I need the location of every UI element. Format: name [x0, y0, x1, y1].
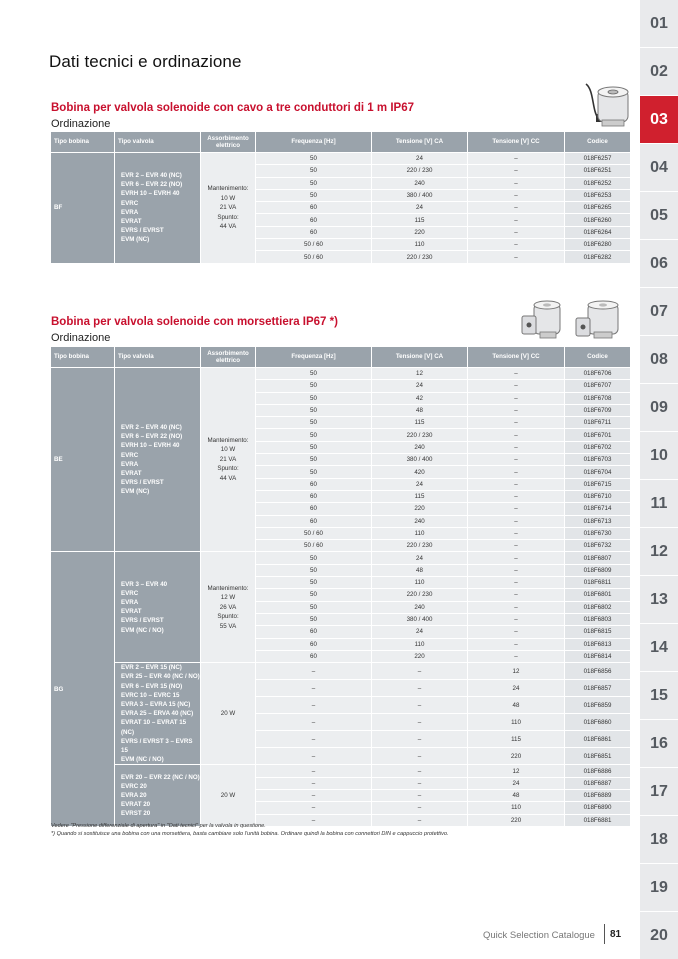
voltage-ac-cell: 380 / 400 — [372, 454, 468, 466]
valve-type-line: EVRA — [121, 460, 139, 468]
voltage-ac-cell: 380 / 400 — [372, 613, 468, 625]
absorption-line: 20 W — [220, 709, 236, 717]
frequency-cell: – — [256, 663, 372, 680]
valve-type-line: EVR 6 – EVR 22 (NO) — [121, 433, 183, 441]
frequency-cell: 50 / 60 — [256, 251, 372, 263]
voltage-ac-cell: 24 — [372, 552, 468, 564]
header-voltage-dc: Tensione [V] CC — [468, 347, 565, 368]
voltage-ac-cell: 48 — [372, 404, 468, 416]
header-voltage-ac: Tensione [V] CA — [372, 347, 468, 368]
code-cell: 018F6887 — [565, 777, 631, 789]
code-cell: 018F6860 — [565, 714, 631, 731]
absorption-line: 10 W — [220, 194, 236, 202]
voltage-ac-cell: – — [372, 714, 468, 731]
voltage-ac-cell: 24 — [372, 202, 468, 214]
frequency-cell: 50 — [256, 177, 372, 189]
valve-type-line: EVRC — [121, 589, 139, 597]
frequency-cell: 60 — [256, 226, 372, 238]
voltage-ac-cell: 420 — [372, 466, 468, 478]
voltage-ac-cell: – — [372, 777, 468, 789]
code-cell: 018F6260 — [565, 214, 631, 226]
absorption-line: Mantenimento: — [207, 436, 249, 444]
header-frequency: Frequenza [Hz] — [256, 132, 372, 153]
frequency-cell: 50 — [256, 368, 372, 380]
chapter-tab-05[interactable]: 05 — [640, 192, 678, 240]
code-cell: 018F6252 — [565, 177, 631, 189]
code-cell: 018F6282 — [565, 251, 631, 263]
chapter-tabs — [640, 0, 678, 959]
voltage-ac-cell: 24 — [372, 380, 468, 392]
valve-type-line: EVR 25 – EVR 40 (NC / NO) — [121, 673, 200, 681]
valve-type-line: EVRH 10 – EVRH 40 — [121, 190, 180, 198]
absorption-line: 21 VA — [219, 455, 237, 463]
page-number: 81 — [610, 929, 622, 940]
header-voltage-dc: Tensione [V] CC — [468, 132, 565, 153]
code-cell: 018F6711 — [565, 417, 631, 429]
code-cell: 018F6856 — [565, 663, 631, 680]
voltage-dc-cell: – — [468, 214, 565, 226]
coil-type-cell: BE — [51, 368, 115, 552]
frequency-cell: 50 — [256, 392, 372, 404]
voltage-dc-cell: – — [468, 189, 565, 201]
valve-type-line: EVR 3 – EVR 40 — [121, 580, 168, 588]
coil-with-cable-image — [580, 80, 638, 136]
voltage-dc-cell: – — [468, 552, 565, 564]
valve-type-line: EVR 20 – EVR 22 (NC / NO) — [121, 773, 200, 781]
valve-type-line: EVR 2 – EVR 40 (NC) — [121, 423, 182, 431]
frequency-cell: – — [256, 714, 372, 731]
frequency-cell: 50 — [256, 189, 372, 201]
voltage-dc-cell: 110 — [468, 714, 565, 731]
valve-type-line: EVRS / EVRST — [121, 617, 164, 625]
voltage-ac-cell: 115 — [372, 490, 468, 502]
valve-type-line: EVR 2 – EVR 15 (NC) — [121, 664, 182, 672]
section2-subtitle: Ordinazione — [51, 332, 111, 344]
code-cell: 018F6251 — [565, 165, 631, 177]
voltage-ac-cell: 240 — [372, 515, 468, 527]
frequency-cell: 60 — [256, 202, 372, 214]
frequency-cell: 60 — [256, 515, 372, 527]
section1-subtitle: Ordinazione — [51, 118, 111, 130]
frequency-cell: – — [256, 748, 372, 765]
frequency-cell: – — [256, 777, 372, 789]
code-cell: 018F6707 — [565, 380, 631, 392]
valve-type-line: EVR 6 – EVR 15 (NO) — [121, 682, 183, 690]
frequency-cell: 50 — [256, 466, 372, 478]
valve-type-line: EVR 6 – EVR 22 (NO) — [121, 181, 183, 189]
voltage-ac-cell: – — [372, 748, 468, 765]
absorption-cell — [201, 552, 256, 663]
valve-type-line: EVRC — [121, 199, 139, 207]
absorption-cell — [201, 153, 256, 264]
voltage-dc-cell: – — [468, 626, 565, 638]
chapter-tab-08[interactable]: 08 — [640, 336, 678, 384]
frequency-cell: 50 — [256, 404, 372, 416]
voltage-dc-cell: – — [468, 404, 565, 416]
absorption-line: Spunto: — [217, 613, 239, 621]
voltage-dc-cell: – — [468, 527, 565, 539]
code-cell: 018F6706 — [565, 368, 631, 380]
code-cell: 018F6811 — [565, 577, 631, 589]
code-cell: 018F6713 — [565, 515, 631, 527]
frequency-cell: 50 — [256, 589, 372, 601]
code-cell: 018F6253 — [565, 189, 631, 201]
voltage-ac-cell: – — [372, 663, 468, 680]
voltage-ac-cell: 220 / 230 — [372, 589, 468, 601]
valve-type-line: EVRC 20 — [121, 782, 147, 790]
voltage-dc-cell: 48 — [468, 697, 565, 714]
voltage-dc-cell: – — [468, 392, 565, 404]
absorption-line: Spunto: — [217, 465, 239, 473]
voltage-dc-cell: – — [468, 601, 565, 613]
coil-table-terminal — [50, 346, 631, 827]
header-valve-type: Tipo valvola — [115, 347, 201, 368]
valve-type-line: EVM (NC / NO) — [121, 756, 164, 764]
voltage-ac-cell: 42 — [372, 392, 468, 404]
table-header-row — [51, 132, 631, 153]
valve-type-cell — [115, 765, 201, 826]
voltage-ac-cell: 110 — [372, 577, 468, 589]
footnote-pressure: Vedere "Pressione differenziale di apertura" in "Dati tecnici" per la valvola in questione. — [51, 823, 266, 829]
frequency-cell: 60 — [256, 626, 372, 638]
code-cell: 018F6803 — [565, 613, 631, 625]
frequency-cell: 50 — [256, 441, 372, 453]
frequency-cell: 50 — [256, 577, 372, 589]
absorption-cell — [201, 765, 256, 826]
voltage-dc-cell: – — [468, 638, 565, 650]
absorption-line: 12 W — [220, 594, 236, 602]
chapter-tab-06[interactable]: 06 — [640, 240, 678, 288]
voltage-ac-cell: 220 / 230 — [372, 251, 468, 263]
voltage-dc-cell: – — [468, 429, 565, 441]
voltage-dc-cell: – — [468, 165, 565, 177]
chapter-tab-17[interactable]: 17 — [640, 768, 678, 816]
valve-type-line: EVRS / EVRST 3 – EVRS 15 — [121, 737, 193, 754]
frequency-cell: 50 / 60 — [256, 239, 372, 251]
voltage-dc-cell: – — [468, 613, 565, 625]
code-cell: 018F6704 — [565, 466, 631, 478]
voltage-dc-cell: – — [468, 515, 565, 527]
voltage-dc-cell: 24 — [468, 777, 565, 789]
voltage-ac-cell: 115 — [372, 417, 468, 429]
chapter-tab-20[interactable]: 20 — [640, 912, 678, 959]
voltage-ac-cell: 220 / 230 — [372, 540, 468, 552]
code-cell: 018F6857 — [565, 680, 631, 697]
frequency-cell: 60 — [256, 478, 372, 490]
frequency-cell: 60 — [256, 638, 372, 650]
header-coil-type: Tipo bobina — [51, 347, 115, 368]
voltage-ac-cell: 240 — [372, 441, 468, 453]
header-valve-type: Tipo valvola — [115, 132, 201, 153]
chapter-tab-10[interactable]: 10 — [640, 432, 678, 480]
chapter-tab-04[interactable]: 04 — [640, 144, 678, 192]
valve-type-line: EVRH 10 – EVRH 40 — [121, 442, 180, 450]
code-cell: 018F6703 — [565, 454, 631, 466]
voltage-dc-cell: – — [468, 490, 565, 502]
frequency-cell: – — [256, 814, 372, 826]
absorption-cell — [201, 368, 256, 552]
absorption-line: 44 VA — [219, 474, 237, 482]
table-row — [51, 552, 631, 564]
code-cell: 018F6861 — [565, 731, 631, 748]
absorption-line: 44 VA — [219, 223, 237, 231]
catalogue-name: Quick Selection Catalogue — [483, 930, 595, 941]
absorption-line: 20 W — [220, 791, 236, 799]
chapter-tab-11[interactable]: 11 — [640, 480, 678, 528]
voltage-dc-cell: – — [468, 417, 565, 429]
code-cell: 018F6732 — [565, 540, 631, 552]
header-voltage-ac: Tensione [V] CA — [372, 132, 468, 153]
voltage-ac-cell: 110 — [372, 638, 468, 650]
valve-type-cell — [115, 663, 201, 765]
voltage-dc-cell: – — [468, 202, 565, 214]
code-cell: 018F6701 — [565, 429, 631, 441]
voltage-ac-cell: – — [372, 802, 468, 814]
valve-type-line: EVRA 3 – EVRA 15 (NC) — [121, 700, 191, 708]
voltage-ac-cell: 220 / 230 — [372, 165, 468, 177]
code-cell: 018F6815 — [565, 626, 631, 638]
frequency-cell: 50 — [256, 454, 372, 466]
voltage-dc-cell: – — [468, 153, 565, 165]
code-cell: 018F6709 — [565, 404, 631, 416]
frequency-cell: – — [256, 789, 372, 801]
coil-table-cable — [50, 131, 631, 264]
voltage-ac-cell: 24 — [372, 153, 468, 165]
code-cell: 018F6710 — [565, 490, 631, 502]
coil-type-cell: BF — [51, 153, 115, 264]
voltage-dc-cell: – — [468, 478, 565, 490]
absorption-line: Mantenimento: — [207, 185, 249, 193]
valve-type-line: EVRA — [121, 599, 139, 607]
page-title: Dati tecnici e ordinazione — [49, 52, 242, 71]
code-cell: 018F6730 — [565, 527, 631, 539]
table-row — [51, 663, 631, 680]
valve-type-cell — [115, 153, 201, 264]
voltage-ac-cell: 48 — [372, 564, 468, 576]
frequency-cell: 50 — [256, 380, 372, 392]
chapter-tab-19[interactable]: 19 — [640, 864, 678, 912]
frequency-cell: 50 — [256, 153, 372, 165]
voltage-ac-cell: – — [372, 697, 468, 714]
code-cell: 018F6264 — [565, 226, 631, 238]
voltage-ac-cell: 240 — [372, 177, 468, 189]
code-cell: 018F6802 — [565, 601, 631, 613]
table-row — [51, 368, 631, 380]
header-frequency: Frequenza [Hz] — [256, 347, 372, 368]
valve-type-line: EVRA 25 – ERVA 40 (NC) — [121, 710, 194, 718]
voltage-ac-cell: – — [372, 680, 468, 697]
valve-type-line: EVRAT — [121, 218, 142, 226]
absorption-line: Spunto: — [217, 213, 239, 221]
voltage-ac-cell: 380 / 400 — [372, 189, 468, 201]
voltage-dc-cell: – — [468, 589, 565, 601]
code-cell: 018F6881 — [565, 814, 631, 826]
header-code: Codice — [565, 132, 631, 153]
code-cell: 018F6859 — [565, 697, 631, 714]
valve-type-line: EVM (NC) — [121, 236, 150, 244]
coil-type-cell: BG — [51, 552, 115, 826]
voltage-dc-cell: – — [468, 251, 565, 263]
valve-type-line: EVM (NC / NO) — [121, 626, 164, 634]
voltage-dc-cell: – — [468, 503, 565, 515]
frequency-cell: – — [256, 802, 372, 814]
code-cell: 018F6265 — [565, 202, 631, 214]
code-cell: 018F6807 — [565, 552, 631, 564]
valve-type-line: EVRS / EVRST — [121, 479, 164, 487]
voltage-ac-cell: 115 — [372, 214, 468, 226]
valve-type-line: EVRAT — [121, 469, 142, 477]
chapter-tab-13[interactable]: 13 — [640, 576, 678, 624]
valve-type-cell — [115, 368, 201, 552]
valve-type-cell — [115, 552, 201, 663]
code-cell: 018F6801 — [565, 589, 631, 601]
valve-type-line: EVRST 20 — [121, 810, 151, 818]
absorption-line: 26 VA — [219, 603, 237, 611]
voltage-dc-cell: 115 — [468, 731, 565, 748]
valve-type-line: EVRAT 20 — [121, 801, 151, 809]
header-code: Codice — [565, 347, 631, 368]
frequency-cell: – — [256, 765, 372, 777]
code-cell: 018F6809 — [565, 564, 631, 576]
voltage-dc-cell: – — [468, 564, 565, 576]
voltage-ac-cell: 220 — [372, 650, 468, 662]
chapter-tab-12[interactable]: 12 — [640, 528, 678, 576]
voltage-dc-cell: – — [468, 466, 565, 478]
voltage-dc-cell: 12 — [468, 765, 565, 777]
footer-divider — [604, 924, 605, 944]
header-coil-type: Tipo bobina — [51, 132, 115, 153]
valve-type-line: EVRAT — [121, 608, 142, 616]
valve-type-line: EVR 2 – EVR 40 (NC) — [121, 172, 182, 180]
absorption-line: 21 VA — [219, 204, 237, 212]
valve-type-line: EVRS / EVRST — [121, 227, 164, 235]
voltage-ac-cell: 110 — [372, 527, 468, 539]
section1-title: Bobina per valvola solenoide con cavo a tre conduttori di 1 m IP67 — [51, 102, 414, 114]
voltage-dc-cell: 220 — [468, 748, 565, 765]
frequency-cell: 50 — [256, 613, 372, 625]
frequency-cell: 50 — [256, 601, 372, 613]
voltage-ac-cell: 220 / 230 — [372, 429, 468, 441]
voltage-dc-cell: – — [468, 577, 565, 589]
absorption-line: 55 VA — [219, 622, 237, 630]
code-cell: 018F6708 — [565, 392, 631, 404]
table-row — [51, 765, 631, 777]
voltage-ac-cell: – — [372, 814, 468, 826]
frequency-cell: 50 — [256, 564, 372, 576]
absorption-cell — [201, 663, 256, 765]
valve-type-line: EVRA 20 — [121, 792, 147, 799]
chapter-tab-02[interactable]: 02 — [640, 48, 678, 96]
valve-type-line: EVM (NC) — [121, 488, 150, 496]
voltage-dc-cell: 110 — [468, 802, 565, 814]
absorption-line: 10 W — [220, 446, 236, 454]
code-cell: 018F6257 — [565, 153, 631, 165]
table-header-row — [51, 347, 631, 368]
voltage-ac-cell: – — [372, 789, 468, 801]
chapter-tab-18[interactable]: 18 — [640, 816, 678, 864]
header-absorption: Assorbimento elettrico — [201, 347, 256, 368]
voltage-ac-cell: 24 — [372, 626, 468, 638]
code-cell: 018F6813 — [565, 638, 631, 650]
frequency-cell: 60 — [256, 650, 372, 662]
voltage-dc-cell: – — [468, 441, 565, 453]
frequency-cell: – — [256, 680, 372, 697]
code-cell: 018F6886 — [565, 765, 631, 777]
code-cell: 018F6280 — [565, 239, 631, 251]
frequency-cell: 50 / 60 — [256, 540, 372, 552]
valve-type-line: EVRAT 10 – EVRAT 15 (NC) — [121, 719, 187, 736]
code-cell: 018F6889 — [565, 789, 631, 801]
valve-type-line: EVRA — [121, 208, 139, 216]
voltage-ac-cell: 24 — [372, 478, 468, 490]
voltage-ac-cell: – — [372, 731, 468, 748]
frequency-cell: 50 — [256, 417, 372, 429]
chapter-tab-09[interactable]: 09 — [640, 384, 678, 432]
voltage-ac-cell: 220 — [372, 503, 468, 515]
code-cell: 018F6714 — [565, 503, 631, 515]
frequency-cell: 50 — [256, 429, 372, 441]
header-absorption: Assorbimento elettrico — [201, 132, 256, 153]
chapter-tab-15[interactable]: 15 — [640, 672, 678, 720]
voltage-ac-cell: 110 — [372, 239, 468, 251]
frequency-cell: 50 — [256, 552, 372, 564]
footnote-replacement: *) Quando si sostituisce una bobina con una morsettiera, basta cambiare solo l'unità bobina. Ordinare quindi la bobina con connettori DIN e cappuccio protettivo. — [51, 831, 449, 837]
coil-with-terminal-box-image — [520, 294, 632, 348]
valve-type-line: EVRC 10 – EVRC 15 — [121, 691, 180, 699]
frequency-cell: 60 — [256, 490, 372, 502]
voltage-dc-cell: – — [468, 177, 565, 189]
frequency-cell: – — [256, 731, 372, 748]
voltage-ac-cell: – — [372, 765, 468, 777]
voltage-dc-cell: – — [468, 650, 565, 662]
voltage-dc-cell: – — [468, 226, 565, 238]
voltage-ac-cell: 12 — [372, 368, 468, 380]
voltage-dc-cell: – — [468, 368, 565, 380]
frequency-cell: 60 — [256, 503, 372, 515]
frequency-cell: 60 — [256, 214, 372, 226]
code-cell: 018F6702 — [565, 441, 631, 453]
valve-type-line: EVRC — [121, 451, 139, 459]
code-cell: 018F6851 — [565, 748, 631, 765]
chapter-tab-07[interactable]: 07 — [640, 288, 678, 336]
voltage-dc-cell: – — [468, 239, 565, 251]
voltage-ac-cell: 240 — [372, 601, 468, 613]
chapter-tab-03[interactable]: 03 — [640, 96, 678, 144]
section2-title: Bobina per valvola solenoide con morsettiera IP67 *) — [51, 316, 338, 328]
chapter-tab-01[interactable]: 01 — [640, 0, 678, 48]
voltage-dc-cell: 24 — [468, 680, 565, 697]
frequency-cell: 50 — [256, 165, 372, 177]
voltage-dc-cell: – — [468, 454, 565, 466]
voltage-dc-cell: – — [468, 380, 565, 392]
chapter-tab-14[interactable]: 14 — [640, 624, 678, 672]
voltage-dc-cell: 12 — [468, 663, 565, 680]
voltage-ac-cell: 220 — [372, 226, 468, 238]
absorption-line: Mantenimento: — [207, 584, 249, 592]
voltage-dc-cell: – — [468, 540, 565, 552]
code-cell: 018F6890 — [565, 802, 631, 814]
frequency-cell: 50 / 60 — [256, 527, 372, 539]
table-row — [51, 153, 631, 165]
voltage-dc-cell: 48 — [468, 789, 565, 801]
frequency-cell: – — [256, 697, 372, 714]
code-cell: 018F6814 — [565, 650, 631, 662]
chapter-tab-16[interactable]: 16 — [640, 720, 678, 768]
code-cell: 018F6715 — [565, 478, 631, 490]
voltage-dc-cell: 220 — [468, 814, 565, 826]
